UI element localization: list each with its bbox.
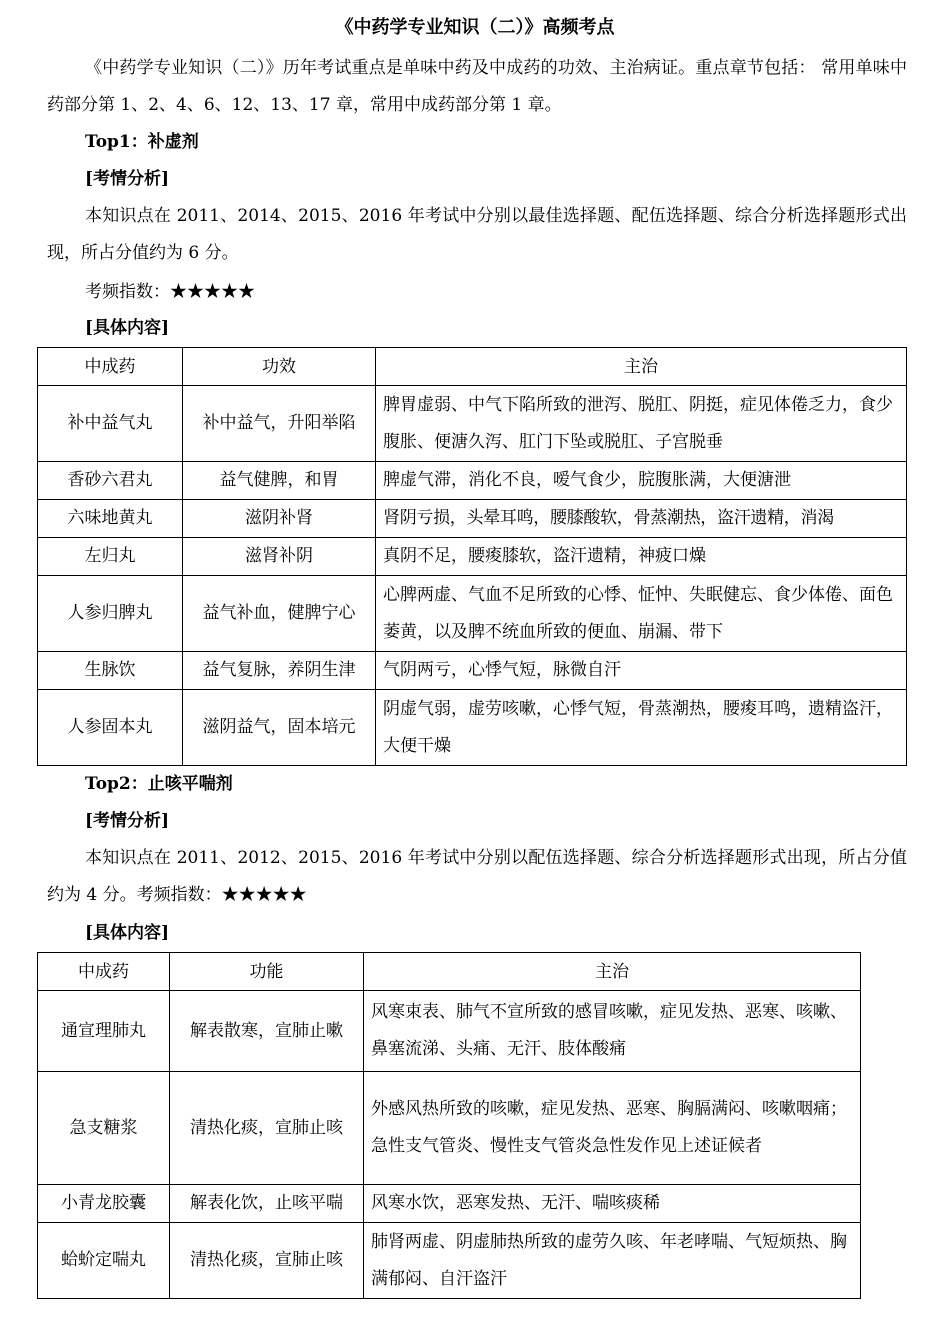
document-title: 《中药学专业知识（二）》高频考点 xyxy=(335,17,615,38)
table-row xyxy=(38,386,907,462)
table-row xyxy=(38,1223,861,1299)
table-row xyxy=(38,690,907,766)
function-cell: 解表化饮，止咳平喘 xyxy=(170,1185,364,1223)
indication-cell: 心脾两虚、气血不足所致的心悸、怔忡、失眠健忘、食少体倦、面色萎黄，以及脾不统血所致的便血、崩漏、带下 xyxy=(376,576,907,652)
indication-cell: 风寒水饮，恶寒发热、无汗、喘咳痰稀 xyxy=(364,1185,861,1223)
indication-cell: 气阴两亏，心悸气短，脉微自汗 xyxy=(376,652,907,690)
effect-cell: 滋肾补阴 xyxy=(183,538,376,576)
table-header-row xyxy=(38,348,907,386)
table-row xyxy=(38,1072,861,1185)
section2-analysis-label: [考情分析] xyxy=(85,811,170,831)
effect-cell: 益气补血，健脾宁心 xyxy=(183,576,376,652)
indication-cell: 外感风热所致的咳嗽，症见发热、恶寒、胸膈满闷、咳嗽咽痛；急性支气管炎、慢性支气管炎急性发作见上述证候者 xyxy=(364,1072,861,1185)
function-cell: 清热化痰，宣肺止咳 xyxy=(170,1072,364,1185)
medicine-name-cell: 补中益气丸 xyxy=(38,386,183,462)
section1-analysis: 本知识点在 2011、2014、2015、2016 年考试中分别以最佳选择题、配伍选择题、综合分析选择题形式出现，所占分值约为 6 分。 xyxy=(47,206,907,263)
function-cell: 清热化痰，宣肺止咳 xyxy=(170,1223,364,1299)
indication-cell: 肺肾两虚、阴虚肺热所致的虚劳久咳、年老哮喘、气短烦热、胸满郁闷、自汗盗汗 xyxy=(364,1223,861,1299)
medicine-name-cell: 左归丸 xyxy=(38,538,183,576)
table-header-row xyxy=(38,953,861,991)
table-row xyxy=(38,991,861,1072)
indication-cell: 脾胃虚弱、中气下陷所致的泄泻、脱肛、阴挺，症见体倦乏力，食少腹胀、便溏久泻、肛门下坠或脱肛、子宫脱垂 xyxy=(376,386,907,462)
section2-content-label: [具体内容] xyxy=(85,923,170,943)
indication-cell: 真阴不足，腰痠膝软，盗汗遗精，神疲口燥 xyxy=(376,538,907,576)
medicine-name-cell: 生脉饮 xyxy=(38,652,183,690)
section1-heading: Top1：补虚剂 xyxy=(85,132,199,152)
table-header-cell: 主治 xyxy=(364,953,861,991)
table-row xyxy=(38,462,907,500)
table-header-cell: 功效 xyxy=(183,348,376,386)
table-header-cell: 中成药 xyxy=(38,953,170,991)
table-header-cell: 功能 xyxy=(170,953,364,991)
effect-cell: 滋阴益气，固本培元 xyxy=(183,690,376,766)
indication-cell: 风寒束表、肺气不宣所致的感冒咳嗽，症见发热、恶寒、咳嗽、鼻塞流涕、头痛、无汗、肢体酸痛 xyxy=(364,991,861,1072)
effect-cell: 补中益气，升阳举陷 xyxy=(183,386,376,462)
medicine-name-cell: 六味地黄丸 xyxy=(38,500,183,538)
medicine-name-cell: 蛤蚧定喘丸 xyxy=(38,1223,170,1299)
section1-content-label: [具体内容] xyxy=(85,318,170,338)
indication-cell: 阴虚气弱，虚劳咳嗽，心悸气短，骨蒸潮热，腰痠耳鸣，遗精盗汗，大便干燥 xyxy=(376,690,907,766)
section2-analysis: 本知识点在 2011、2012、2015、2016 年考试中分别以配伍选择题、综合分析选择题形式出现，所占分值约为 4 分。考频指数：★★★★★ xyxy=(47,848,907,905)
effect-cell: 滋阴补肾 xyxy=(183,500,376,538)
table-row xyxy=(38,500,907,538)
table-header-cell: 中成药 xyxy=(38,348,183,386)
section2-table xyxy=(37,952,861,1299)
function-cell: 解表散寒，宣肺止嗽 xyxy=(170,991,364,1072)
medicine-name-cell: 急支糖浆 xyxy=(38,1072,170,1185)
effect-cell: 益气健脾，和胃 xyxy=(183,462,376,500)
intro-paragraph: 《中药学专业知识（二）》历年考试重点是单味中药及中成药的功效、主治病证。重点章节包括： 常用单味中药部分第 1、2、4、6、12、13、17 章，常用中成药部分第 1 章。 xyxy=(47,58,907,115)
medicine-name-cell: 小青龙胶囊 xyxy=(38,1185,170,1223)
section1-frequency: 考频指数：★★★★★ xyxy=(85,282,255,302)
section2-heading: Top2：止咳平喘剂 xyxy=(85,774,233,794)
medicine-name-cell: 人参归脾丸 xyxy=(38,576,183,652)
medicine-name-cell: 人参固本丸 xyxy=(38,690,183,766)
section1-table xyxy=(37,347,907,766)
table-row xyxy=(38,1185,861,1223)
table-header-cell: 主治 xyxy=(376,348,907,386)
indication-cell: 脾虚气滞，消化不良，嗳气食少，脘腹胀满，大便溏泄 xyxy=(376,462,907,500)
indication-cell: 肾阴亏损，头晕耳鸣，腰膝酸软，骨蒸潮热，盗汗遗精，消渴 xyxy=(376,500,907,538)
medicine-name-cell: 香砂六君丸 xyxy=(38,462,183,500)
section1-analysis-label: [考情分析] xyxy=(85,169,170,189)
effect-cell: 益气复脉，养阴生津 xyxy=(183,652,376,690)
table-row xyxy=(38,538,907,576)
table-row xyxy=(38,576,907,652)
medicine-name-cell: 通宣理肺丸 xyxy=(38,991,170,1072)
table-row xyxy=(38,652,907,690)
